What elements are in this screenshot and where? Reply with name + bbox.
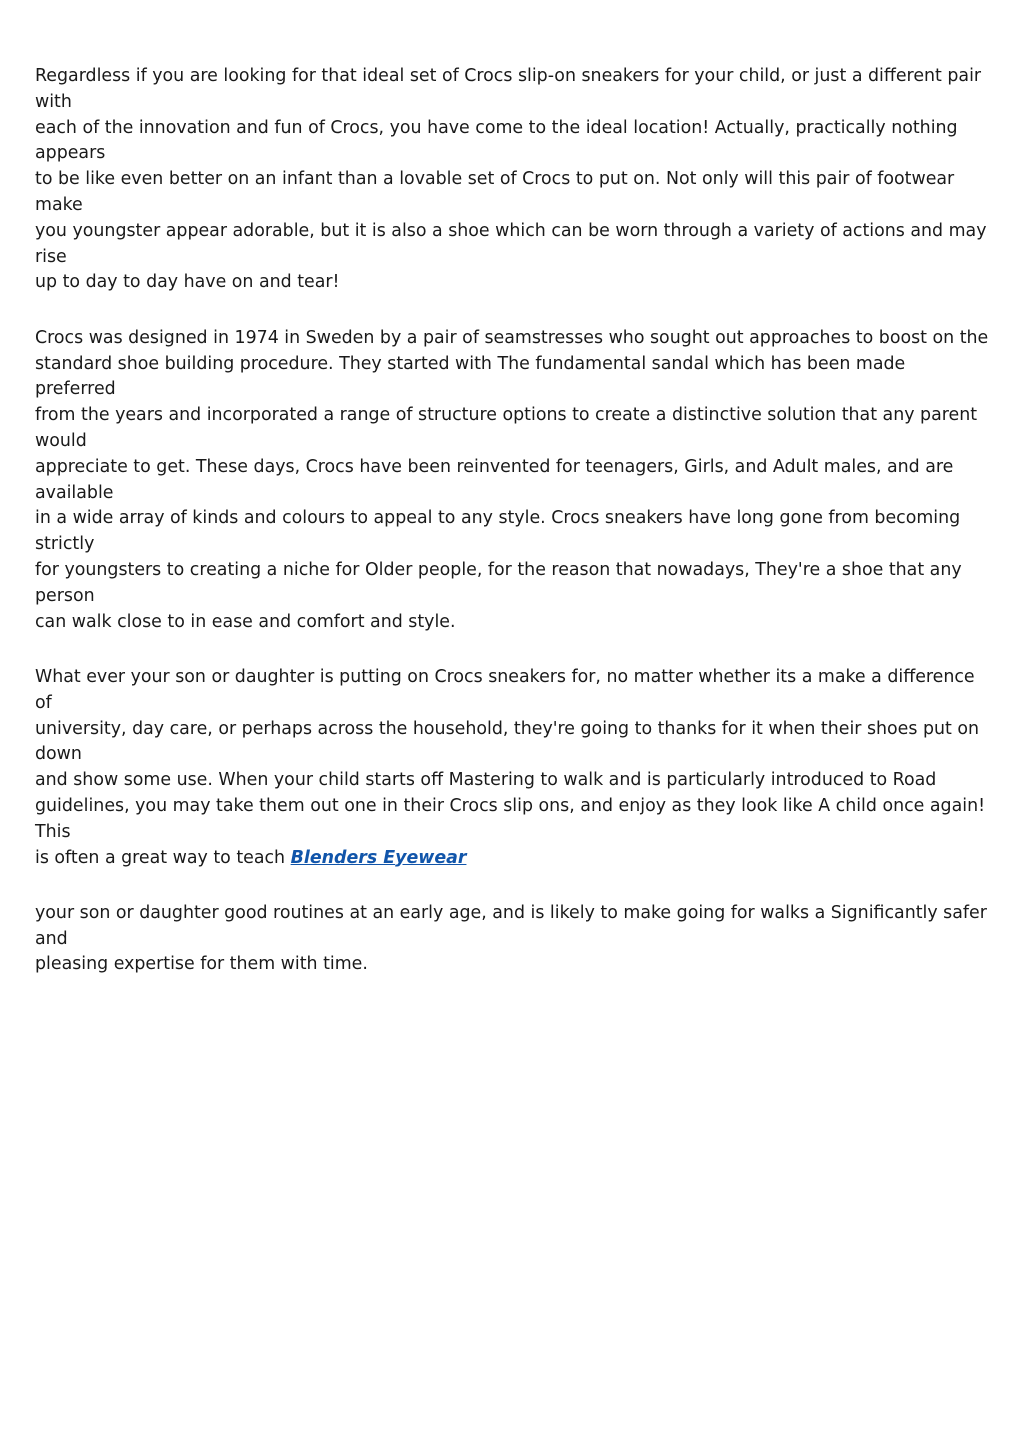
paragraph-1: Regardless if you are looking for that ideal set of Crocs slip-on sneakers for your child, or just a different pair with each of the innovation and fun of Crocs, you have come to the ideal location! Actually, practically nothing appears to be like even better on an infant than a lovable set of Crocs to put on. Not only will this pair of footwear make you youngster appear adorable, but it is also a shoe which can be worn through a variety of actions and may rise up to day to day have on and tear! bbox=[35, 66, 987, 293]
paragraph-3-text: What ever your son or daughter is putting on Crocs sneakers for, no matter whether its a make a difference of university, day care, or perhaps across the household, they're going to thanks for it when their shoes put on down and show some use. When your child starts off Mastering to walk and is particularly introduced to Road guidelines, you may take them out one in their Crocs slip ons, and enjoy as they look like A child once again! This is often a great way to teach bbox=[35, 666, 986, 868]
paragraph-4: your son or daughter good routines at an early age, and is likely to make going for walks a Significantly safer and pleasing expertise for them with time. bbox=[35, 902, 987, 975]
blenders-eyewear-link[interactable]: Blenders Eyewear bbox=[290, 847, 467, 868]
paragraph-3 bbox=[35, 665, 990, 871]
document-body bbox=[35, 64, 990, 1008]
paragraph-2: Crocs was designed in 1974 in Sweden by a pair of seamstresses who sought out approaches to boost on the standard shoe building procedure. They started with The fundamental sandal which has been made preferred from the years and incorporated a range of structure options to create a distinctive solution that any parent would appreciate to get. These days, Crocs have been reinvented for teenagers, Girls, and Adult males, and are available in a wide array of kinds and colours to appeal to any style. Crocs sneakers have long gone from becoming strictly for youngsters to creating a niche for Older people, for the reason that nowadays, They're a shoe that any person can walk close to in ease and comfort and style. bbox=[35, 327, 989, 632]
